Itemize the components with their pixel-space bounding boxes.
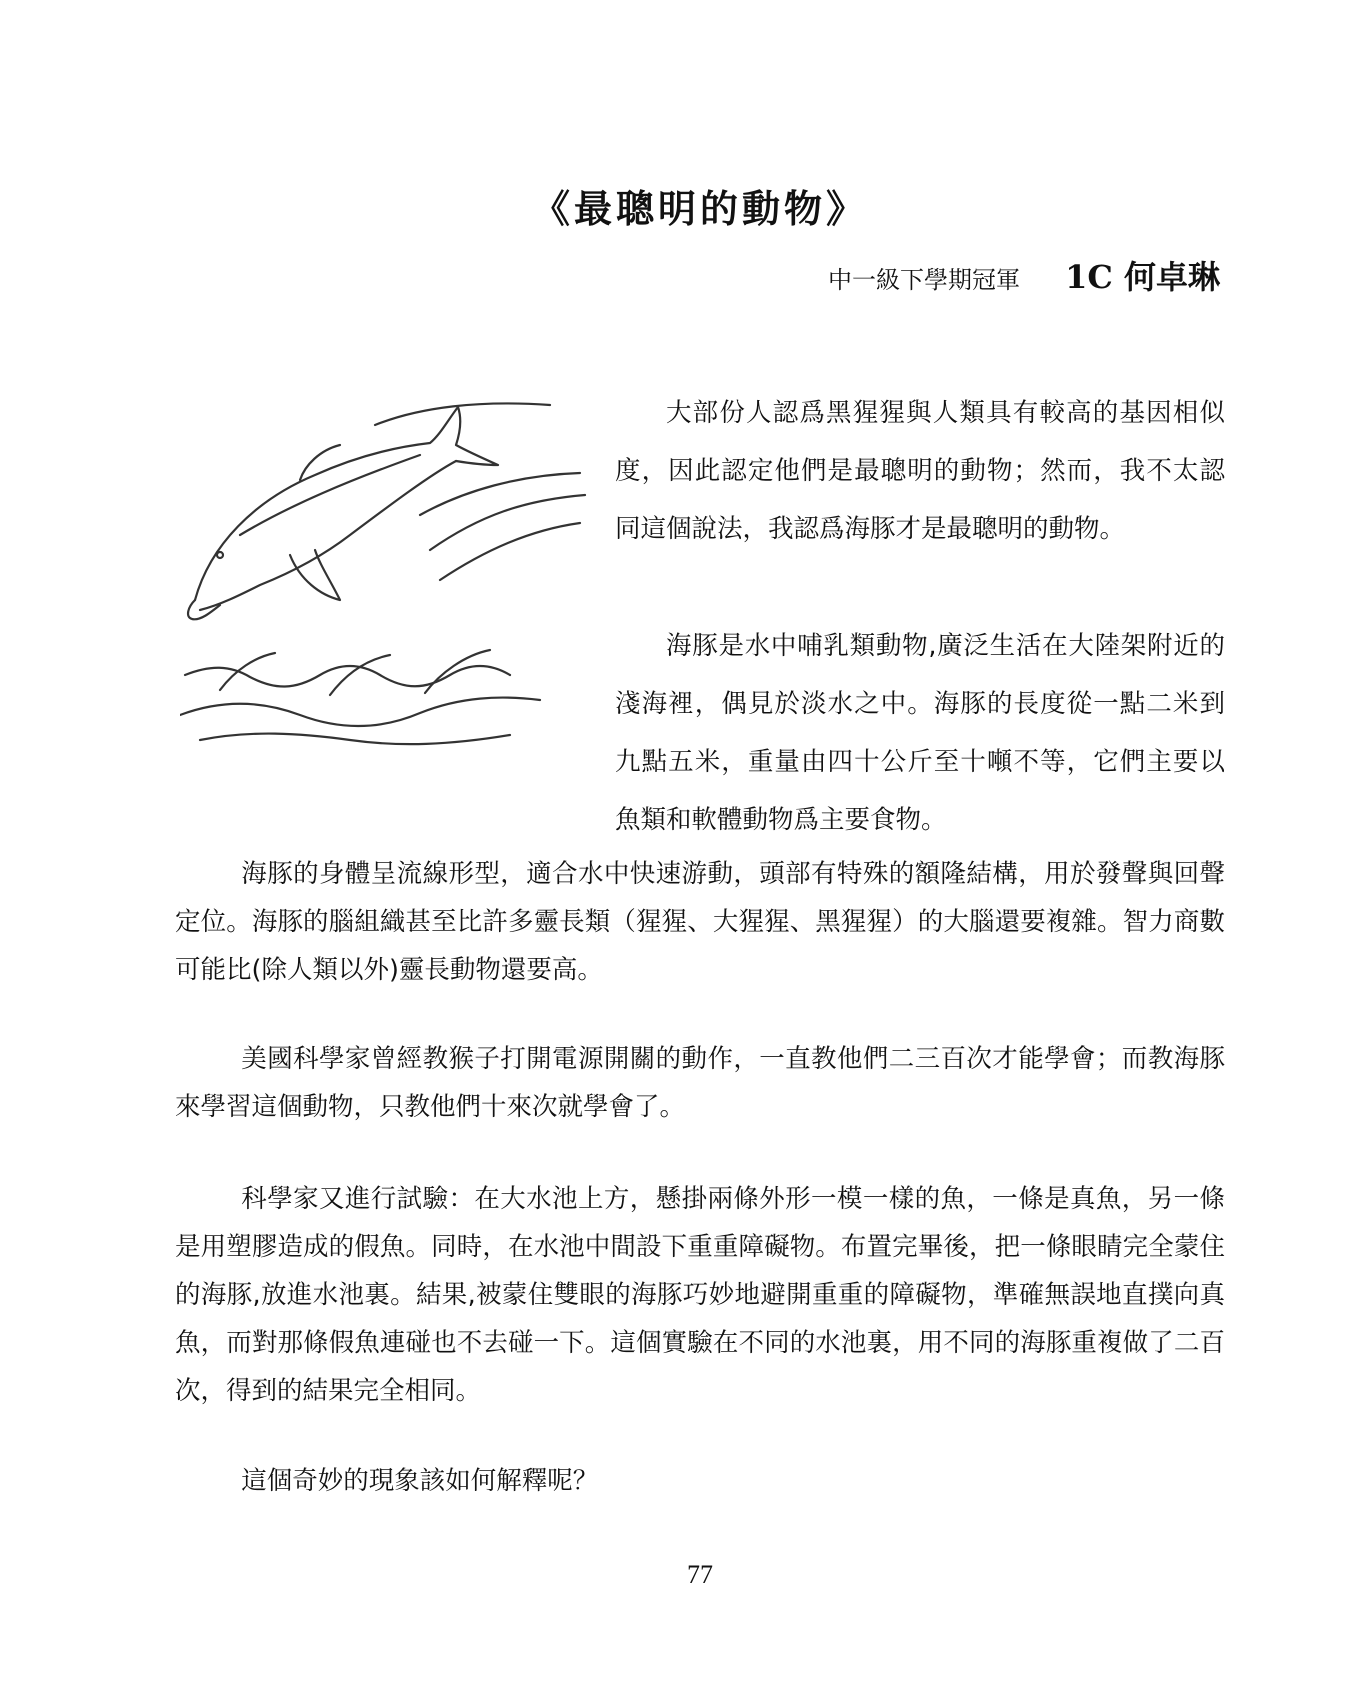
page-number: 77 <box>687 1560 713 1589</box>
page-title: 《最聰明的動物》 <box>531 186 868 231</box>
wave-line <box>200 734 510 745</box>
speed-line <box>375 403 550 425</box>
author-name: 1C 何卓琳 <box>1065 258 1220 296</box>
paragraph-1: 大部份人認爲黑猩猩與人類具有較高的基因相似度，因此認定他們是最聰明的動物；然而，我不太認同這個說法，我認爲海豚才是最聰明的動物。 <box>615 398 1225 544</box>
dolphin-body-lower <box>200 461 456 610</box>
wave-line <box>180 698 540 726</box>
paragraph-4: 美國科學家曾經教猴子打開電源開關的動作，一直教他們二三百次才能學會；而教海豚來學習這個動物，只教他們十來次就學會了。 <box>175 1044 1225 1122</box>
speed-line <box>420 473 580 515</box>
award-label: 中一級下學期冠軍 <box>828 266 1021 294</box>
dolphin-dorsal-fin <box>300 445 340 480</box>
dolphin-illustration <box>180 395 600 755</box>
dolphin-body-line <box>240 455 420 535</box>
byline <box>828 252 1220 298</box>
paragraph-2: 海豚是水中哺乳類動物,廣泛生活在大陸架附近的淺海裡，偶見於淡水之中。海豚的長度從一點二米到九點五米，重量由四十公斤至十噸不等，它們主要以魚類和軟體動物爲主要食物。 <box>615 631 1225 835</box>
paragraph-3: 海豚的身體呈流線形型，適合水中快速游動，頭部有特殊的額隆結構，用於發聲與回聲定位。海豚的腦組織甚至比許多靈長類（猩猩、大猩猩、黑猩猩）的大腦還要複雜。智力商數可能比(除人類以外)靈長動物還要高。 <box>175 859 1225 985</box>
paragraph-6: 這個奇妙的現象該如何解釋呢？ <box>241 1466 599 1496</box>
speed-line <box>430 495 585 550</box>
dolphin-eye <box>217 552 223 558</box>
paragraph-5: 科學家又進行試驗：在大水池上方，懸掛兩條外形一模一樣的魚，一條是真魚，另一條是用塑膠造成的假魚。同時，在水池中間設下重重障礙物。布置完畢後，把一條眼睛完全蒙住的海豚,放進水池裏。結果,被蒙住雙眼的海豚巧妙地避開重重的障礙物，準確無誤地直撲向真魚，而對那條假魚連碰也不去碰一下。這個實驗在不同的水池裏，用不同的海豚重複做了二百次，得到的結果完全相同。 <box>175 1184 1225 1406</box>
